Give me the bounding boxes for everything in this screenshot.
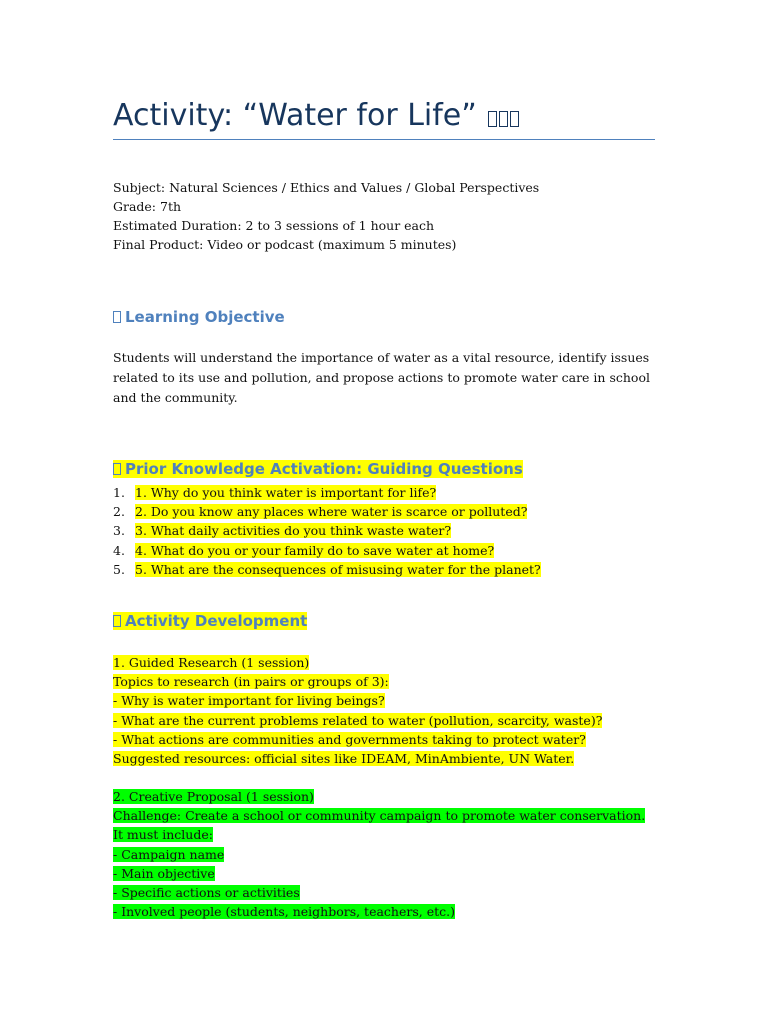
creative-proposal-line-row	[113, 825, 645, 844]
creative-proposal-line-row	[113, 864, 645, 883]
unsupported-glyph-icon	[510, 111, 519, 127]
learning-objective-heading	[113, 306, 285, 328]
activity-development-heading	[113, 610, 307, 632]
guiding-question-item	[113, 502, 541, 521]
creative-proposal-line-row	[113, 883, 645, 902]
activity-metadata	[113, 178, 539, 254]
creative-proposal-line-row	[113, 902, 645, 921]
unsupported-glyph-icon	[488, 111, 497, 127]
creative-proposal-line: It must include:	[113, 827, 213, 843]
creative-proposal-line-row	[113, 845, 645, 864]
creative-proposal-line-row	[113, 787, 645, 806]
document-title-text: Activity: “Water for Life”	[113, 98, 487, 133]
activity-development-heading-text: Activity Development	[125, 612, 308, 630]
guided-research-line-row	[113, 749, 602, 768]
guided-research-line-row	[113, 711, 602, 730]
learning-objective-heading-text: Learning Objective	[125, 308, 285, 326]
guided-research-line: - What are the current problems related to water (pollution, scarcity, waste)?	[113, 712, 603, 728]
document-title	[113, 94, 519, 138]
guided-research-line: - What actions are communities and governments taking to protect water?	[113, 731, 586, 747]
meta-duration: Estimated Duration: 2 to 3 sessions of 1 hour each	[113, 218, 435, 233]
guiding-question-item	[113, 483, 541, 502]
guided-research-line-row	[113, 730, 602, 749]
guided-research-line: - Why is water important for living beings?	[113, 693, 385, 709]
guiding-question-text: 4. What do you or your family do to save water at home?	[135, 542, 495, 558]
learning-objective-body: Students will understand the importance of water as a vital resource, identify issues related to its use and pollution, and propose actions to promote water care in school and the community.	[113, 350, 650, 405]
guiding-questions-list	[113, 483, 541, 579]
guided-research-line-row	[113, 691, 602, 710]
guided-research-line-row	[113, 653, 602, 672]
prior-knowledge-heading	[113, 458, 523, 480]
creative-proposal-line: - Specific actions or activities	[113, 885, 300, 901]
unsupported-glyph-icon	[113, 463, 121, 475]
guided-research-line: Topics to research (in pairs or groups of 3):	[113, 674, 389, 690]
guiding-question-number: 2.	[113, 504, 125, 520]
meta-subject: Subject: Natural Sciences / Ethics and Values / Global Perspectives	[113, 180, 540, 195]
creative-proposal-line: - Involved people (students, neighbors, teachers, etc.)	[113, 904, 455, 920]
unsupported-glyph-icon	[113, 615, 121, 627]
meta-final-product: Final Product: Video or podcast (maximum 5 minutes)	[113, 237, 457, 252]
unsupported-glyph-icon	[113, 311, 121, 323]
creative-proposal-block	[113, 787, 645, 921]
guided-research-line: 1. Guided Research (1 session)	[113, 655, 310, 670]
creative-proposal-line: Challenge: Create a school or community campaign to promote water conservation.	[113, 808, 646, 824]
unsupported-glyph-icon	[499, 111, 508, 127]
guiding-question-text: 2. Do you know any places where water is scarce or polluted?	[135, 504, 528, 520]
guiding-question-number: 5.	[113, 561, 125, 577]
title-underline-rule	[113, 139, 655, 140]
guiding-question-item	[113, 541, 541, 560]
guiding-question-item	[113, 560, 541, 579]
guided-research-line: Suggested resources: official sites like IDEAM, MinAmbiente, UN Water.	[113, 751, 575, 767]
creative-proposal-line: 2. Creative Proposal (1 session)	[113, 789, 314, 804]
guiding-question-number: 4.	[113, 542, 125, 558]
guiding-question-item	[113, 521, 541, 540]
creative-proposal-line: - Campaign name	[113, 846, 225, 862]
guiding-question-text: 5. What are the consequences of misusing water for the planet?	[135, 561, 541, 577]
guided-research-line-row	[113, 672, 602, 691]
meta-grade: Grade: 7th	[113, 199, 182, 214]
guiding-question-number: 1.	[113, 485, 125, 500]
prior-knowledge-heading-text: Prior Knowledge Activation: Guiding Questions	[125, 460, 523, 478]
creative-proposal-line: - Main objective	[113, 865, 215, 881]
guiding-question-number: 3.	[113, 523, 125, 539]
creative-proposal-line-row	[113, 806, 645, 825]
guiding-question-text: 1. Why do you think water is important for life?	[135, 485, 437, 500]
guided-research-block	[113, 653, 602, 768]
guiding-question-text: 3. What daily activities do you think waste water?	[135, 523, 452, 539]
